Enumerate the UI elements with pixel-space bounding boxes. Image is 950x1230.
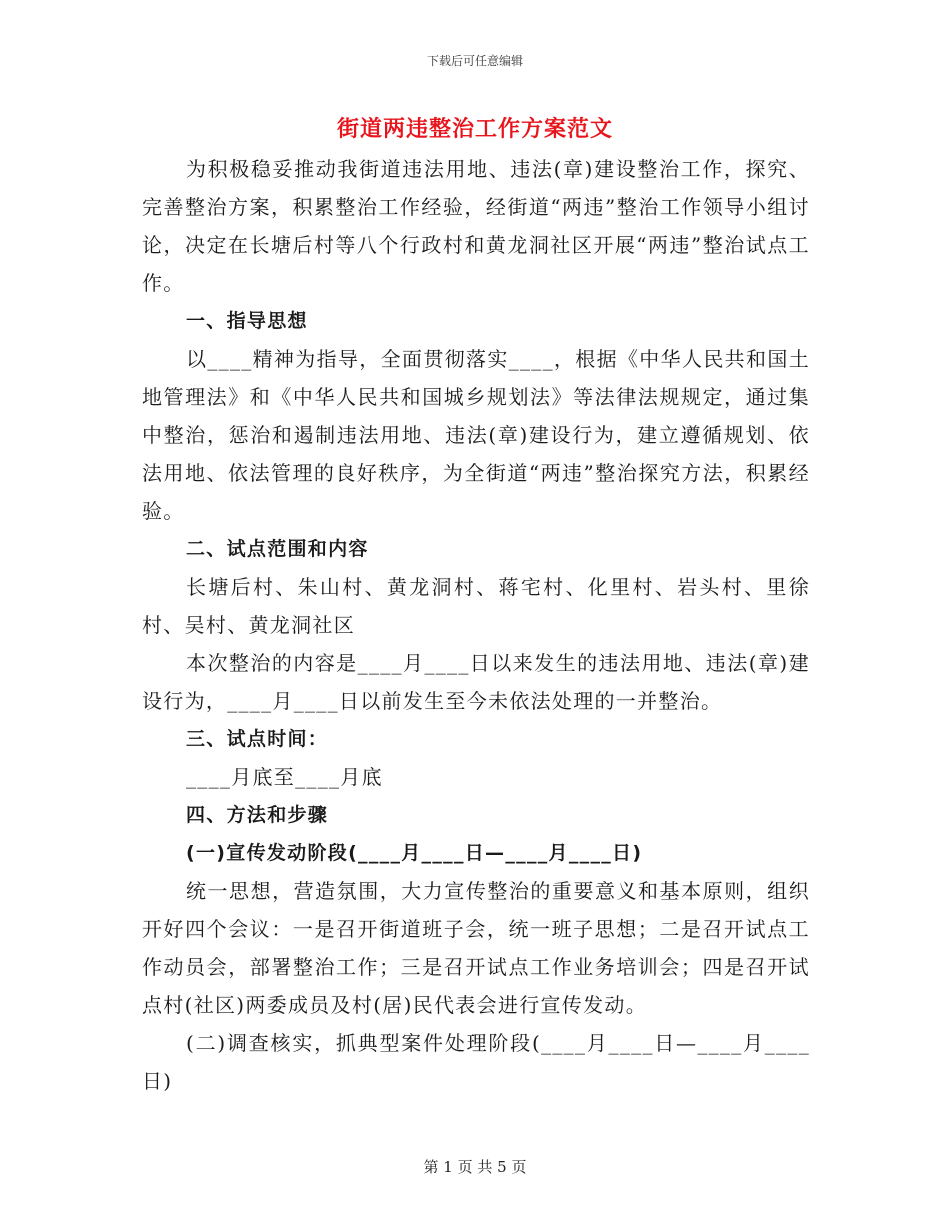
guiding-ideology-paragraph: 以____精神为指导，全面贯彻落实____，根据《中华人民共和国土地管理法》和《中华人民共和国城乡规划法》等法律法规规定，通过集中整治，惩治和遏制违法用地、违法(章)建设行为，建立遵循规划、依法用地、依法管理的良好秩序，为全街道“两违”整治探究方法，积累经验。 [142, 347, 810, 523]
section-heading-scope: 二、试点范围和内容 [186, 538, 369, 560]
subsection-investigation: (二)调查核实，抓典型案件处理阶段(____月____日—____月____日) [142, 1031, 810, 1093]
subsection-heading-publicity: (一)宣传发动阶段(____月____日—____月____日) [186, 842, 643, 864]
page-header-note: 下载后可任意编辑 [426, 54, 523, 68]
time-paragraph: ____月底至____月底 [186, 765, 383, 789]
document-body [142, 150, 810, 1100]
section-heading-time: 三、试点时间： [186, 728, 329, 750]
section-heading-guiding-ideology: 一、指导思想 [186, 310, 308, 332]
scope-content-paragraph: 本次整治的内容是____月____日以来发生的违法用地、违法(章)建设行为，____月____日以前发生至今未依法处理的一并整治。 [142, 651, 810, 713]
document-title: 街道两违整治工作方案范文 [336, 116, 613, 142]
section-heading-methods: 四、方法和步骤 [186, 804, 329, 826]
page-footer: 第 1 页 共 5 页 [423, 1158, 527, 1176]
publicity-paragraph: 统一思想，营造氛围，大力宣传整治的重要意义和基本原则，组织开好四个会议：一是召开街道班子会，统一班子思想；二是召开试点工作动员会，部署整治工作；三是召开试点工作业务培训会；四是召开试点村(社区)两委成员及村(居)民代表会进行宣传发动。 [142, 879, 810, 1017]
intro-paragraph: 为积极稳妥推动我街道违法用地、违法(章)建设整治工作，探究、完善整治方案，积累整治工作经验，经街道“两违”整治工作领导小组讨论，决定在长塘后村等八个行政村和黄龙洞社区开展“两违”整治试点工作。 [142, 157, 810, 295]
scope-villages-paragraph: 长塘后村、朱山村、黄龙洞村、蒋宅村、化里村、岩头村、里徐村、吴村、黄龙洞社区 [142, 575, 810, 637]
